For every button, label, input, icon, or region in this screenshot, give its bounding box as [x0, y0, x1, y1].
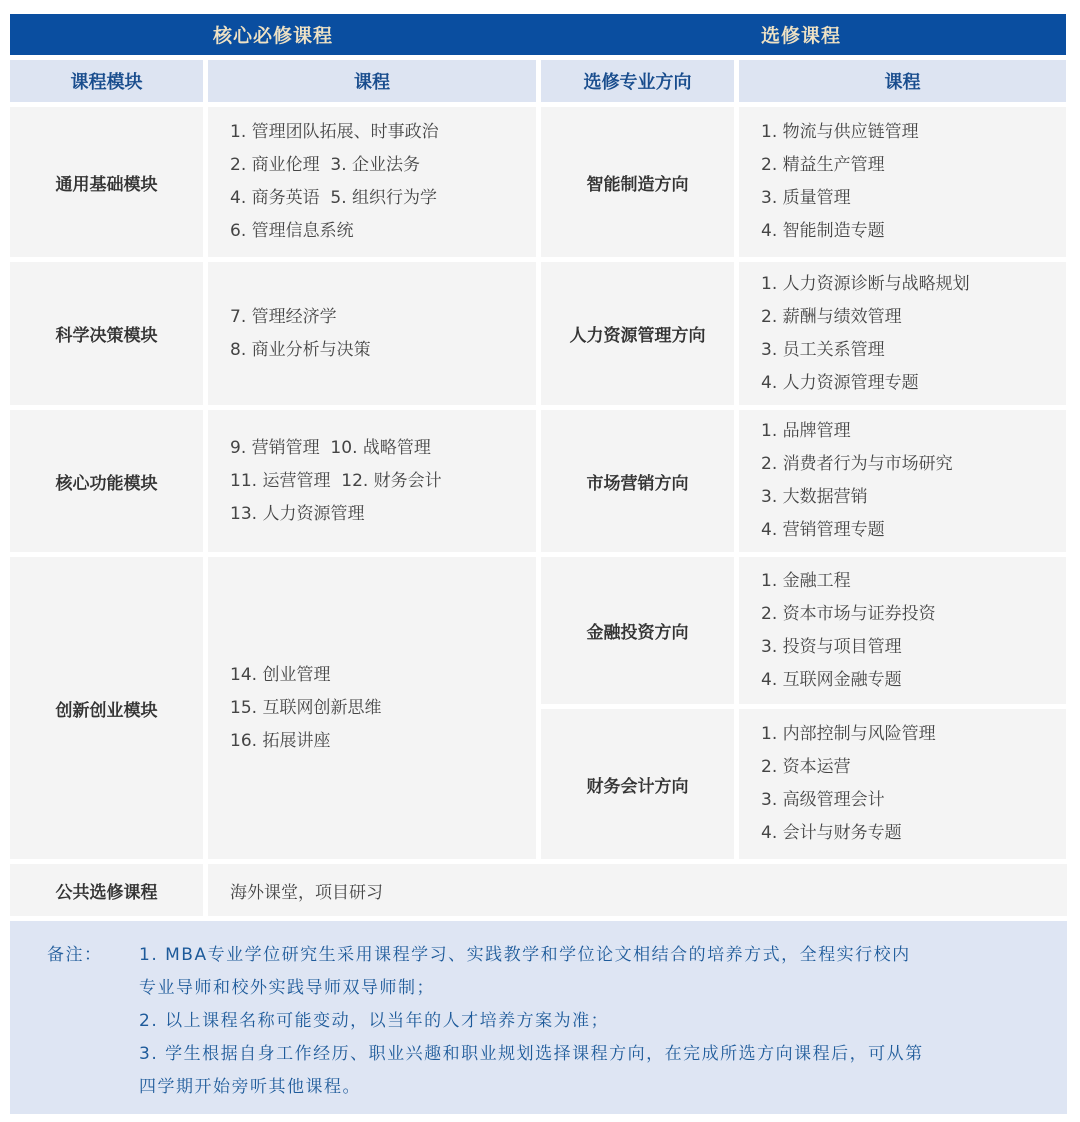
core-module-innovation: 创新创业模块 — [10, 557, 203, 859]
elective-direction-smart-manufacturing: 智能制造方向 — [541, 107, 734, 257]
core-module-decision-courses — [208, 262, 536, 405]
course-item: 1. 内部控制与风险管理 — [761, 724, 936, 744]
core-module-decision: 科学决策模块 — [10, 262, 203, 405]
course-item: 3. 大数据营销 — [761, 487, 868, 507]
course-item: 14. 创业管理 — [230, 664, 331, 685]
course-item: 9. 营销管理 10. 战略管理 — [230, 437, 431, 458]
course-item: 13. 人力资源管理 — [230, 503, 365, 524]
course-item: 3. 投资与项目管理 — [761, 636, 902, 657]
note-line: 专业导师和校外实践导师双导师制； — [139, 978, 435, 998]
course-item: 16. 拓展讲座 — [230, 730, 331, 751]
course-item: 4. 智能制造专题 — [761, 221, 885, 241]
note-line: 2. 以上课程名称可能变动，以当年的人才培养方案为准； — [139, 1011, 610, 1031]
course-item: 4. 互联网金融专题 — [761, 669, 902, 690]
elective-direction-finance-courses — [739, 557, 1066, 704]
course-item: 2. 资本市场与证券投资 — [761, 603, 936, 624]
curriculum-grid — [10, 14, 1067, 859]
core-module-general-courses — [208, 107, 536, 257]
course-item: 3. 质量管理 — [761, 188, 851, 208]
public-elective-row — [10, 864, 1067, 916]
course-item: 3. 高级管理会计 — [761, 790, 885, 810]
course-item: 2. 消费者行为与市场研究 — [761, 454, 953, 474]
notes-panel — [10, 921, 1067, 1114]
course-item: 7. 管理经济学 — [230, 306, 337, 327]
course-item: 2. 精益生产管理 — [761, 155, 885, 175]
column-header-core-courses: 课程 — [208, 60, 536, 102]
elective-direction-smart-manufacturing-courses — [739, 107, 1066, 257]
course-item: 1. 物流与供应链管理 — [761, 122, 919, 142]
course-item: 2. 商业伦理 3. 企业法务 — [230, 155, 421, 175]
core-module-function: 核心功能模块 — [10, 410, 203, 552]
course-item: 1. 金融工程 — [761, 570, 851, 591]
elective-header: 选修课程 — [536, 14, 1066, 55]
column-header-elective-courses: 课程 — [739, 60, 1066, 102]
note-line: 1. MBA专业学位研究生采用课程学习、实践教学和学位论文相结合的培养方式，全程实行校内 — [139, 945, 911, 965]
course-item: 1. 品牌管理 — [761, 421, 851, 441]
note-line: 四学期开始旁听其他课程。 — [139, 1077, 361, 1097]
column-header-module: 课程模块 — [10, 60, 203, 102]
core-module-function-courses — [208, 410, 536, 552]
elective-direction-accounting-courses — [739, 709, 1066, 859]
course-item: 15. 互联网创新思维 — [230, 697, 382, 718]
elective-direction-hr-courses — [739, 262, 1066, 405]
elective-direction-accounting: 财务会计方向 — [541, 709, 734, 859]
public-elective-content: 海外课堂，项目研习 — [208, 864, 1067, 916]
elective-direction-hr: 人力资源管理方向 — [541, 262, 734, 405]
elective-direction-marketing: 市场营销方向 — [541, 410, 734, 552]
course-item: 8. 商业分析与决策 — [230, 339, 371, 360]
course-item: 1. 人力资源诊断与战略规划 — [761, 273, 970, 294]
elective-direction-marketing-courses — [739, 410, 1066, 552]
notes-body — [139, 939, 1049, 1114]
core-module-general: 通用基础模块 — [10, 107, 203, 257]
elective-direction-finance: 金融投资方向 — [541, 557, 734, 704]
course-item: 6. 管理信息系统 — [230, 221, 354, 241]
public-elective-label: 公共选修课程 — [10, 864, 203, 916]
course-item: 4. 营销管理专题 — [761, 520, 885, 540]
course-item: 2. 资本运营 — [761, 757, 851, 777]
course-item: 2. 薪酬与绩效管理 — [761, 306, 902, 327]
course-item: 11. 运营管理 12. 财务会计 — [230, 470, 442, 491]
note-line: 3. 学生根据自身工作经历、职业兴趣和职业规划选择课程方向，在完成所选方向课程后，可从第 — [139, 1044, 924, 1064]
curriculum-table — [10, 14, 1067, 1114]
column-header-direction: 选修专业方向 — [541, 60, 734, 102]
notes-label: 备注： — [47, 945, 103, 965]
course-item: 4. 人力资源管理专题 — [761, 372, 919, 393]
course-item: 4. 会计与财务专题 — [761, 823, 902, 843]
core-required-header: 核心必修课程 — [10, 14, 536, 55]
course-item: 3. 员工关系管理 — [761, 339, 885, 360]
course-item: 4. 商务英语 5. 组织行为学 — [230, 188, 438, 208]
course-item: 1. 管理团队拓展、时事政治 — [230, 122, 439, 142]
core-module-innovation-courses — [208, 557, 536, 859]
